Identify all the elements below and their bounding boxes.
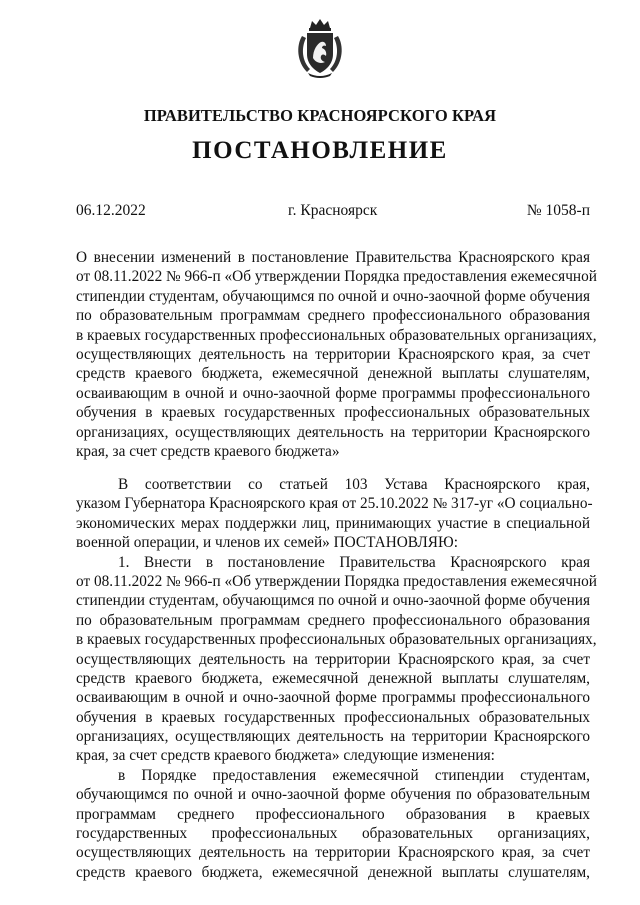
body-line: края, за счет средств краевого бюджета» следующие изменения: bbox=[76, 747, 495, 765]
body-line: 1. Внести в постановление Правительства Красноярского края bbox=[118, 553, 590, 571]
document-meta-row bbox=[76, 202, 590, 224]
document-type-title: ПОСТАНОВЛЕНИЕ bbox=[192, 137, 448, 164]
body-line: организациях, осуществляющих деятельность на территории Красноярского bbox=[76, 728, 590, 746]
document-body bbox=[76, 475, 597, 882]
subject-line: О внесении изменений в постановление Правительства Красноярского края bbox=[76, 249, 590, 266]
body-line: средств краевого бюджета, ежемесячной денежной выплаты слушателям, bbox=[76, 669, 590, 687]
organization-name: ПРАВИТЕЛЬСТВО КРАСНОЯРСКОГО КРАЯ bbox=[143, 106, 497, 125]
document-subject bbox=[76, 248, 597, 461]
document-date: 06.12.2022 bbox=[76, 202, 146, 219]
document-city: г. Красноярск bbox=[288, 202, 378, 219]
body-line: экономических мерах поддержки лиц, принимающих участие в специальной bbox=[76, 514, 590, 532]
body-line: осваивающим в очной и очно-заочной форме программы профессионального bbox=[76, 689, 590, 707]
body-line: обучающимся по очной и очно-заочной форме обучения по образовательным bbox=[76, 786, 590, 804]
body-line: обучения в краевых государственных профессиональных образовательных bbox=[76, 708, 590, 726]
body-line: в краевых государственных профессиональных образовательных организациях, bbox=[76, 631, 597, 649]
subject-line: организациях, осуществляющих деятельность на территории Красноярского bbox=[76, 423, 590, 441]
subject-line: осуществляющих деятельность на территории Красноярского края, за счет bbox=[76, 345, 590, 363]
body-line: от 08.11.2022 № 966-п «Об утверждении Порядка предоставления ежемесячной bbox=[76, 572, 597, 590]
subject-line: средств краевого бюджета, ежемесячной денежной выплаты слушателям, bbox=[76, 365, 590, 383]
document-number: № 1058-п bbox=[526, 202, 590, 219]
body-line: осуществляющих деятельность на территории Красноярского края, за счет bbox=[76, 650, 590, 668]
body-line: стипендии студентам, обучающимся по очной и очно-заочной форме обучения bbox=[76, 592, 590, 610]
subject-line: осваивающим в очной и очно-заочной форме программы профессионального bbox=[76, 384, 590, 402]
body-line: в Порядке предоставления ежемесячной стипендии студентам, bbox=[118, 766, 590, 784]
subject-line: стипендии студентам, обучающимся по очной и очно-заочной форме обучения bbox=[76, 287, 590, 305]
body-line: В соответствии со статьей 103 Устава Красноярского края, bbox=[118, 476, 590, 493]
body-line: указом Губернатора Красноярского края от 25.10.2022 № 317-уг «О социально- bbox=[76, 495, 593, 513]
body-line: программам среднего профессионального образования в краевых bbox=[76, 805, 590, 823]
body-line: по образовательным программам среднего профессионального образования bbox=[76, 611, 590, 629]
body-line: военной операции, и членов их семей» ПОСТАНОВЛЯЮ: bbox=[76, 534, 458, 552]
subject-line: края, за счет средств краевого бюджета» bbox=[76, 442, 340, 460]
body-line: средств краевого бюджета, ежемесячной денежной выплаты слушателям, bbox=[76, 863, 590, 881]
body-line: государственных профессиональных образовательных организациях, bbox=[76, 825, 590, 843]
coat-of-arms-emblem bbox=[293, 18, 347, 80]
subject-line: от 08.11.2022 № 966-п «Об утверждении Порядка предоставления ежемесячной bbox=[76, 268, 597, 286]
subject-line: по образовательным программам среднего профессионального образования bbox=[76, 307, 590, 325]
subject-line: обучения в краевых государственных профессиональных образовательных bbox=[76, 404, 590, 422]
body-line: осуществляющих деятельность на территории Красноярского края, за счет bbox=[76, 844, 590, 862]
subject-line: в краевых государственных профессиональных образовательных организациях, bbox=[76, 326, 597, 344]
